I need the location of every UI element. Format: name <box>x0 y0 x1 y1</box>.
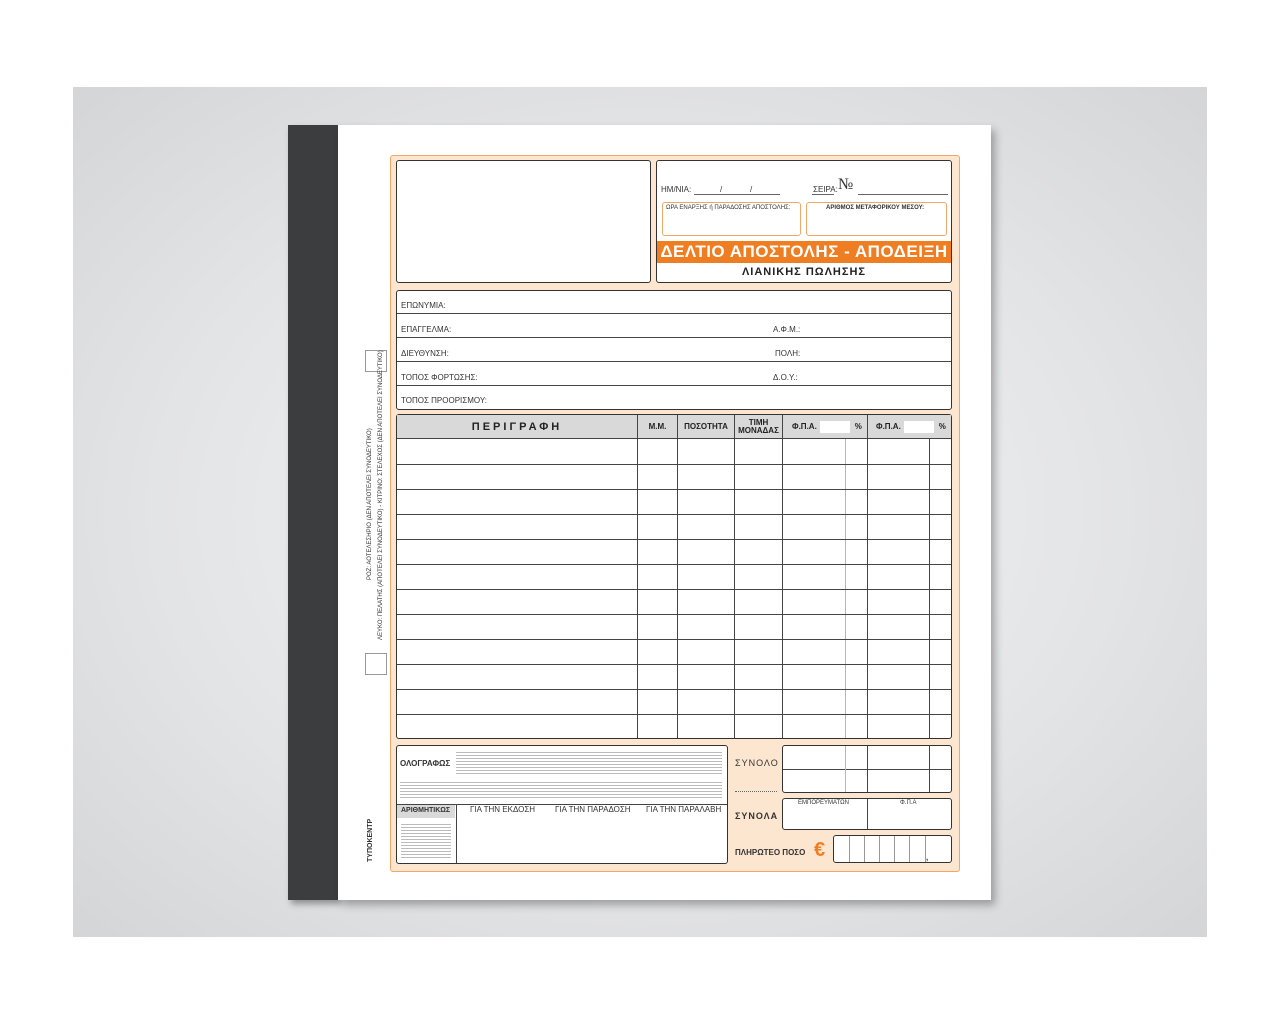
in-words-field-continued[interactable] <box>400 780 722 800</box>
table-row[interactable] <box>397 664 951 665</box>
in-words-field[interactable] <box>456 750 722 774</box>
col-vat-2-label: Φ.Π.Α. <box>876 421 901 431</box>
table-row[interactable] <box>397 514 951 515</box>
copy-legend-line-2: ΛΕΥΚΟ: ΠΕΛΑΤΗΣ (ΑΠΟΤΕΛΕΙ ΣΥΝΟΔΕΥΤΙΚΟ) - ΚΙΤΡΙΝΟ: ΣΤΕΛΕΧΟΣ (ΔΕΝ ΑΠΟΤΕΛΕΙ ΣΥΝΟΔΕΥΤΙΚΟ) <box>378 350 384 640</box>
table-row[interactable] <box>397 589 951 590</box>
destination-label: ΤΟΠΟΣ ΠΡΟΟΡΙΣΜΟΥ: <box>401 396 487 405</box>
items-table <box>396 414 952 739</box>
payable-amount-label: ΠΛΗΡΩΤΕΟ ΠΟΣΟ <box>735 848 806 857</box>
table-row[interactable] <box>397 539 951 540</box>
table-row[interactable] <box>397 614 951 615</box>
brand-mark: ΤΥΠΟΚΕΝΤΡ <box>367 818 374 862</box>
table-row[interactable] <box>397 689 951 690</box>
customer-row-divider <box>397 313 951 314</box>
col-unit-price-line1: ΤΙΜΗ <box>748 417 769 427</box>
name-label: ΕΠΩΝΥΜΙΑ: <box>401 301 446 310</box>
vat-2-rate-field[interactable] <box>904 421 934 433</box>
col-vat-1-label: Φ.Π.Α. <box>792 421 817 431</box>
in-words-label: ΟΛΟΓΡΑΦΩΣ <box>400 759 451 768</box>
profession-label: ΕΠΑΓΓΕΛΜΑ: <box>401 325 452 334</box>
book-spine <box>288 125 338 900</box>
euro-icon: € <box>814 839 826 861</box>
goods-total-label: ΕΜΠΟΡΕΥΜΑΤΩΝ <box>798 800 849 806</box>
date-line[interactable] <box>694 194 780 195</box>
col-unit-price-line2: ΜΟΝΑΔΑΣ <box>738 425 779 435</box>
copy-legend-line-1: ΡΟΖ: ΑΟΤΕΛΕΣΗΡΙΟ (ΔΕΝ ΑΠΟΤΕΛΕΙ ΣΥΝΟΔΕΥΤΙΚΟ) <box>367 428 373 580</box>
start-time-label: ΩΡΑ ΕΝΑΡΞΗΣ ή ΠΑΡΑΔΟΣΗΣ ΑΠΟΣΤΟΛΗΣ: <box>666 205 791 211</box>
series-label: ΣΕΙΡΑ: <box>813 185 838 194</box>
numeric-amount-field[interactable] <box>401 822 451 858</box>
col-unit: Μ.Μ. <box>638 415 677 438</box>
totals-label: ΣΥΝΟΛΑ <box>735 811 779 821</box>
table-row[interactable] <box>397 714 951 715</box>
customer-box <box>396 290 952 410</box>
customer-row-divider <box>397 337 951 338</box>
subtotal-label: ΣΥΝΟΛΟ <box>735 758 779 768</box>
table-row[interactable] <box>397 489 951 490</box>
document-title: ΔΕΛΤΙΟ ΑΠΟΣΤΟΛΗΣ - ΑΠΟΔΕΙΞΗ <box>657 241 951 263</box>
col-vat-2-pct: % <box>938 421 946 431</box>
punch-mark-bottom <box>365 653 387 675</box>
col-quantity: ΠΟΣΟΤΗΤΑ <box>678 415 734 438</box>
customer-row-divider <box>397 385 951 386</box>
issuer-box[interactable] <box>396 160 651 283</box>
date-label: ΗΜ/ΝΙΑ: <box>661 185 692 194</box>
col-vat-2 <box>868 415 951 438</box>
table-row[interactable] <box>397 464 951 465</box>
delivery-signature-label: ΓΙΑ ΤΗΝ ΠΑΡΑΔΟΣΗ <box>555 805 631 814</box>
loading-place-label: ΤΟΠΟΣ ΦΟΡΤΩΣΗΣ: <box>401 373 478 382</box>
series-line[interactable] <box>812 194 834 195</box>
afm-label: Α.Φ.Μ.: <box>773 325 801 334</box>
number-symbol: № <box>838 176 854 193</box>
numeric-label: ΑΡΙΘΜΗΤΙΚΩΣ <box>401 807 451 814</box>
col-description: ΠΕΡΙΓΡΑΦΗ <box>397 415 637 438</box>
receipt-signature-label: ΓΙΑ ΤΗΝ ΠΑΡΑΛΑΒΗ <box>646 805 722 814</box>
col-vat-1 <box>783 415 867 438</box>
address-label: ΔΙΕΥΘΥΝΣΗ: <box>401 349 449 358</box>
customer-row-divider <box>397 361 951 362</box>
decimal-separator-line <box>845 438 846 738</box>
table-row[interactable] <box>397 639 951 640</box>
doy-label: Δ.Ο.Υ.: <box>773 373 798 382</box>
payable-amount-field[interactable] <box>833 835 952 863</box>
number-line[interactable] <box>858 194 948 195</box>
vat-total-label: Φ.Π.Α <box>900 800 917 806</box>
vehicle-number-label: ΑΡΙΘΜΟΣ ΜΕΤΑΦΟΡΙΚΟΥ ΜΕΣΟΥ: <box>826 205 925 211</box>
decimal-comma: , <box>926 853 929 862</box>
table-row[interactable] <box>397 564 951 565</box>
city-label: ΠΟΛΗ: <box>775 349 801 358</box>
issue-signature-label: ΓΙΑ ΤΗΝ ΕΚΔΟΣΗ <box>470 805 536 814</box>
col-unit-price <box>735 415 782 438</box>
col-vat-1-pct: % <box>854 421 862 431</box>
document-subtitle: ΛΙΑΝΙΚΗΣ ΠΩΛΗΣΗΣ <box>741 266 867 278</box>
vat-1-rate-field[interactable] <box>820 421 850 433</box>
